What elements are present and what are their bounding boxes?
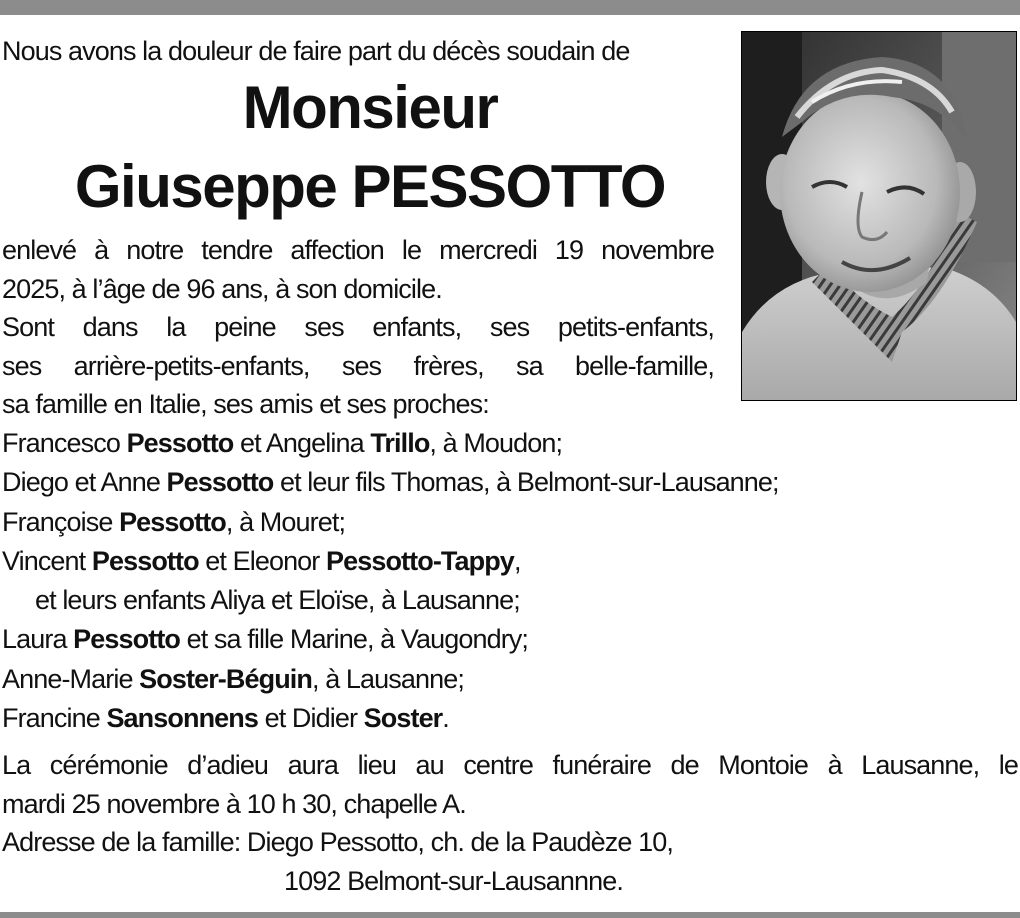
title-honorific: Monsieur [242,74,498,141]
family-row: Françoise Pessotto, à Mouret; [2,506,346,537]
top-rule [0,0,1020,15]
body-line: enlevé à notre tendre affection le mercredi 19 novembre [2,235,714,265]
body-line: ses arrière-petits-enfants, ses frères, sa belle-famille, [2,350,714,381]
family-address-city: 1092 Belmont-sur-Lausannne. [284,865,623,896]
announcement-text [2,231,714,424]
family-row: Francine Sansonnens et Didier Soster. [2,703,449,734]
family-row: et leurs enfants Aliya et Eloïse, à Lausanne; [35,585,520,616]
family-row: Diego et Anne Pessotto et leur fils Thomas, à Belmont-sur-Lausanne; [2,467,779,498]
body-line: sa famille en Italie, ses amis et ses proches: [2,389,489,419]
family-row: Anne-Marie Soster-Béguin, à Lausanne; [2,663,464,694]
body-line: 2025, à l’âge de 96 ans, à son domicile. [2,273,442,304]
intro-line: Nous avons la douleur de faire part du décès soudain de [2,36,630,66]
ceremony-info [2,746,1018,900]
title-name: Giuseppe PESSOTTO [74,153,666,220]
family-row: Vincent Pessotto et Eleonor Pessotto-Tappy, [2,545,521,576]
family-row: Laura Pessotto et sa fille Marine, à Vaugondry; [2,624,528,655]
family-row: Francesco Pessotto et Angelina Trillo, à Moudon; [2,428,563,458]
ceremony-line: mardi 25 novembre à 10 h 30, chapelle A. [2,788,466,819]
family-list [2,424,1012,738]
bottom-rule [0,912,1020,918]
body-line: Sont dans la peine ses enfants, ses petits-enfants, [2,312,714,342]
family-address: Adresse de la famille: Diego Pessotto, ch. de la Paudèze 10, [2,827,673,857]
portrait-photo [741,31,1017,401]
ceremony-line: La cérémonie d’adieu aura lieu au centre funéraire de Montoie à Lausanne, le [2,750,1018,780]
